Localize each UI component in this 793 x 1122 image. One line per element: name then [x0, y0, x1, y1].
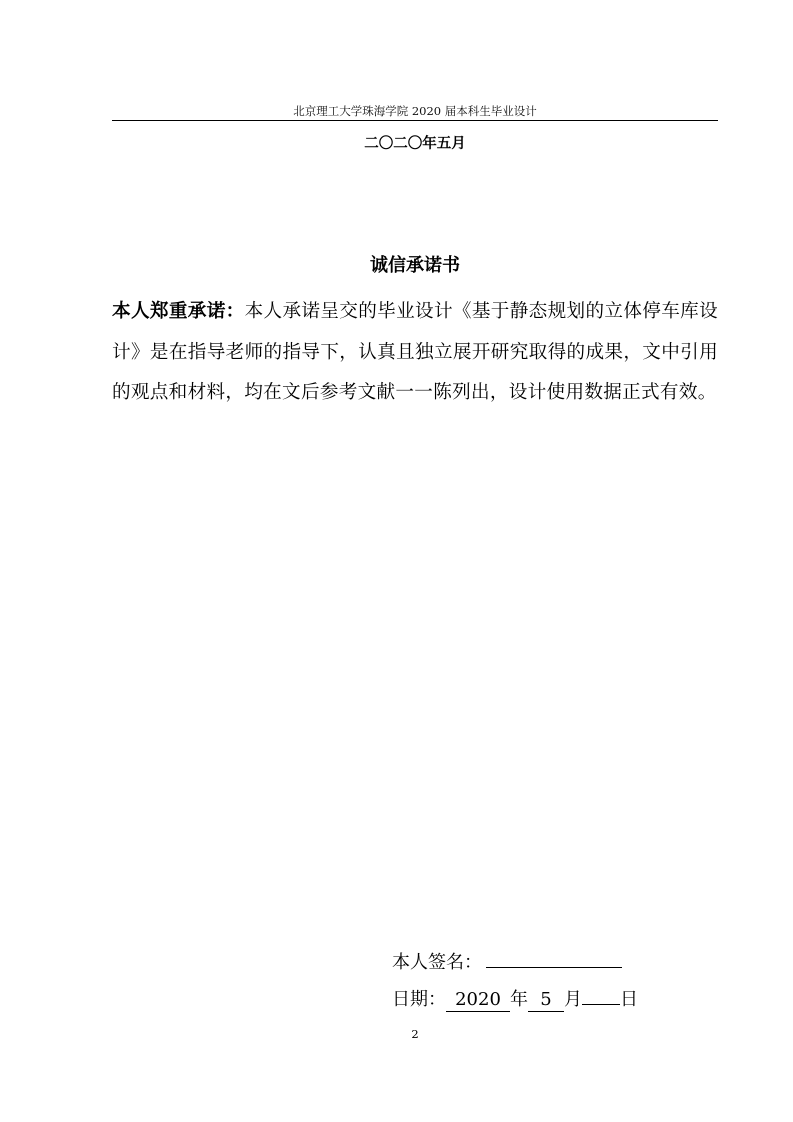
page-number: 2: [411, 1027, 419, 1041]
page-header: 北京理工大学珠海学院 2020 届本科生毕业设计: [293, 104, 537, 118]
header-rule: [112, 120, 718, 121]
day-field[interactable]: [582, 1004, 620, 1005]
pledge-body: [112, 292, 718, 414]
signature-label: 本人签名：: [392, 952, 482, 973]
month-field[interactable]: 5: [528, 989, 564, 1012]
signature-line: [392, 947, 622, 975]
pledge-title: 诚信承诺书: [370, 255, 460, 276]
year-unit: 年: [510, 989, 528, 1010]
month-unit: 月: [564, 989, 582, 1010]
pledge-lead: 本人郑重承诺：: [112, 301, 245, 322]
signature-blank[interactable]: [486, 947, 622, 968]
cover-date: 二〇二〇年五月: [364, 136, 466, 152]
pledge-text: 本人承诺呈交的毕业设计《基于静态规划的立体停车库设计》是在指导老师的指导下，认真且独立展开研究取得的成果，文中引用的观点和材料，均在文后参考文献一一陈列出，设计使用数据正式有效。: [112, 301, 718, 403]
date-line: [392, 988, 638, 1012]
date-label: 日期：: [392, 989, 446, 1010]
day-unit: 日: [620, 989, 638, 1010]
year-field[interactable]: 2020: [446, 989, 510, 1012]
